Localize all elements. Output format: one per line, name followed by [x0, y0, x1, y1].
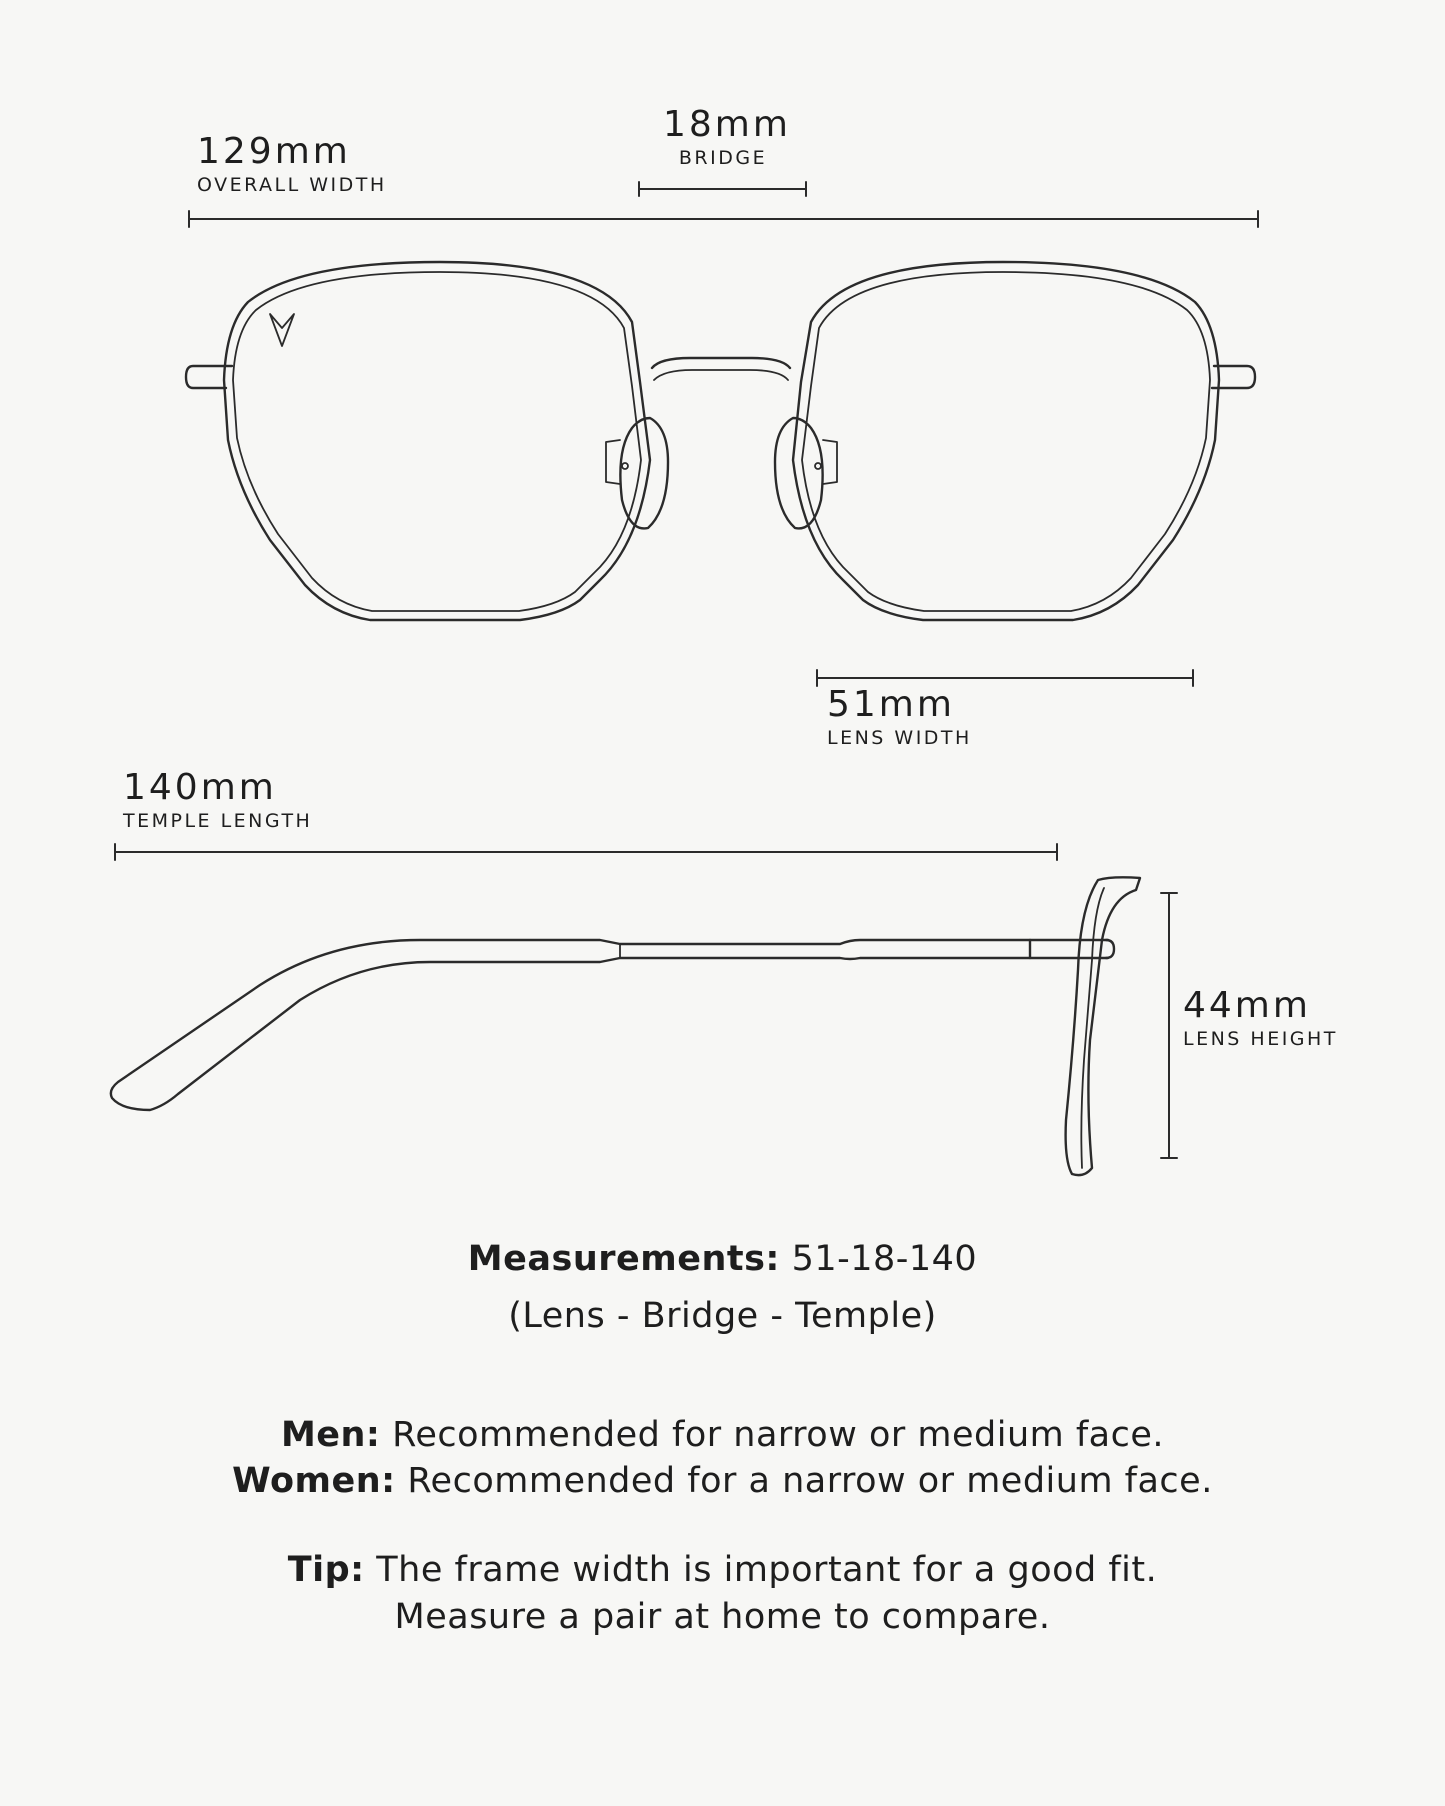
measurements-value: 51-18-140: [791, 1239, 978, 1279]
lens-height-value: 44mm: [1183, 985, 1311, 1026]
left-lens-rim-inner: [233, 272, 641, 611]
frame-front-view: [186, 262, 1255, 620]
bridge-caption: BRIDGE: [678, 147, 768, 169]
measurements-key: (Lens - Bridge - Temple): [508, 1296, 937, 1336]
men-label: Men:: [280, 1415, 381, 1455]
temple-length-caption: TEMPLE LENGTH: [123, 810, 313, 832]
overall-width-caption: OVERALL WIDTH: [197, 174, 387, 196]
tip-text: The frame width is important for a good fit.: [376, 1550, 1158, 1590]
bridge-value: 18mm: [663, 104, 791, 145]
men-recommendation: [0, 1412, 1445, 1459]
men-text: Recommended for narrow or medium face.: [392, 1415, 1165, 1455]
bridge-dimension-bar: [639, 182, 806, 196]
lens-side-profile: [1066, 877, 1140, 1175]
tip-line: [0, 1547, 1445, 1594]
overall-width-label: [197, 131, 387, 197]
temple-length-label: [123, 767, 312, 833]
women-label: Women:: [232, 1461, 396, 1501]
bridge-inner: [654, 370, 788, 380]
overall-width-value: 129mm: [197, 131, 351, 172]
right-nose-pad: [775, 418, 837, 528]
measurements-line: [0, 1236, 1445, 1283]
measurements-label: Measurements:: [467, 1239, 780, 1279]
temple-arm-body: [111, 940, 1030, 1110]
left-lens-rim-outer: [224, 262, 650, 620]
brand-logo-icon: [270, 314, 294, 346]
women-text: Recommended for a narrow or medium face.: [407, 1461, 1213, 1501]
lens-height-label: [1183, 985, 1338, 1051]
tip-line-2: Measure a pair at home to compare.: [394, 1597, 1051, 1637]
temple-length-value: 140mm: [123, 767, 277, 808]
bridge: [652, 358, 790, 368]
lens-width-label: [827, 684, 972, 750]
frame-side-view: [111, 877, 1140, 1175]
right-lens-rim-inner: [802, 272, 1210, 611]
temple-arm: [1030, 940, 1108, 958]
lens-width-caption: LENS WIDTH: [827, 727, 972, 749]
lens-height-dimension-bar: [1161, 893, 1177, 1158]
temple-length-dimension-bar: [115, 844, 1057, 860]
right-lens-rim-outer: [793, 262, 1219, 620]
women-recommendation: [0, 1458, 1445, 1505]
overall-width-dimension-bar: [189, 211, 1258, 227]
tip-label: Tip:: [287, 1550, 365, 1590]
bridge-label: [663, 104, 791, 170]
lens-width-value: 51mm: [827, 684, 955, 725]
lens-height-caption: LENS HEIGHT: [1183, 1028, 1338, 1050]
left-nose-pad: [606, 418, 668, 528]
